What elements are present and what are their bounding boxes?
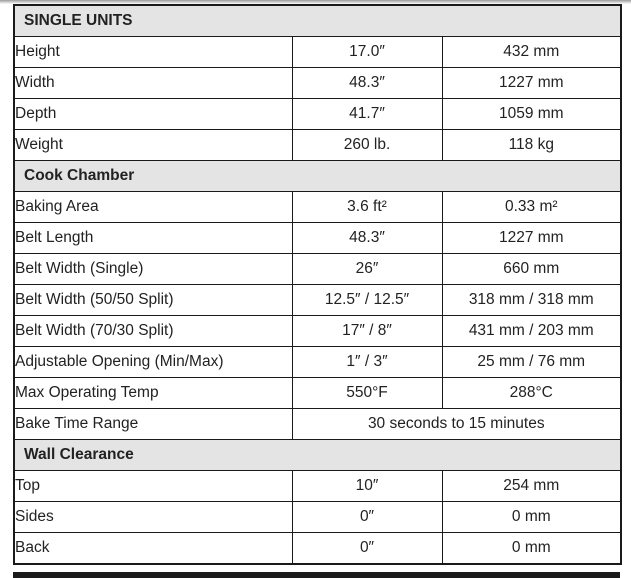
metric-value: 1227 mm [442, 223, 621, 254]
metric-value: 660 mm [442, 254, 621, 285]
section-header-cook-chamber [14, 161, 621, 192]
metric-value: 1059 mm [442, 99, 621, 130]
row-label: Adjustable Opening (Min/Max) [14, 347, 292, 378]
table-row [14, 409, 621, 440]
metric-value: 432 mm [442, 37, 621, 68]
table-row [14, 502, 621, 533]
section-header-wall-clearance [14, 440, 621, 471]
section-header-single-units [14, 5, 621, 37]
specifications-table [13, 4, 622, 565]
row-label: Bake Time Range [14, 409, 292, 440]
imperial-value: 0″ [292, 533, 442, 565]
imperial-value: 26″ [292, 254, 442, 285]
table-row [14, 192, 621, 223]
imperial-value: 41.7″ [292, 99, 442, 130]
imperial-value: 550°F [292, 378, 442, 409]
metric-value: 254 mm [442, 471, 621, 502]
imperial-value: 17.0″ [292, 37, 442, 68]
row-label: Depth [14, 99, 292, 130]
section-title: Cook Chamber [14, 161, 621, 192]
table-row [14, 223, 621, 254]
table-row [14, 37, 621, 68]
metric-value: 25 mm / 76 mm [442, 347, 621, 378]
table-row [14, 254, 621, 285]
section-title: SINGLE UNITS [14, 5, 621, 37]
metric-value: 431 mm / 203 mm [442, 316, 621, 347]
row-label: Back [14, 533, 292, 565]
row-label: Weight [14, 130, 292, 161]
metric-value: 288°C [442, 378, 621, 409]
imperial-value: 10″ [292, 471, 442, 502]
row-label: Sides [14, 502, 292, 533]
table-row [14, 99, 621, 130]
imperial-value: 12.5″ / 12.5″ [292, 285, 442, 316]
table-row [14, 285, 621, 316]
row-label: Top [14, 471, 292, 502]
row-label: Max Operating Temp [14, 378, 292, 409]
row-label: Width [14, 68, 292, 99]
row-label: Belt Length [14, 223, 292, 254]
table-row [14, 533, 621, 565]
row-label: Belt Width (70/30 Split) [14, 316, 292, 347]
combined-value: 30 seconds to 15 minutes [292, 409, 621, 440]
imperial-value: 260 lb. [292, 130, 442, 161]
metric-value: 118 kg [442, 130, 621, 161]
imperial-value: 48.3″ [292, 223, 442, 254]
metric-value: 1227 mm [442, 68, 621, 99]
metric-value: 0.33 m² [442, 192, 621, 223]
imperial-value: 17″ / 8″ [292, 316, 442, 347]
row-label: Belt Width (Single) [14, 254, 292, 285]
table-row [14, 68, 621, 99]
imperial-value: 0″ [292, 502, 442, 533]
row-label: Height [14, 37, 292, 68]
table-row [14, 347, 621, 378]
imperial-value: 3.6 ft² [292, 192, 442, 223]
metric-value: 318 mm / 318 mm [442, 285, 621, 316]
row-label: Belt Width (50/50 Split) [14, 285, 292, 316]
bottom-border-bar [13, 572, 620, 578]
table-row [14, 471, 621, 502]
imperial-value: 1″ / 3″ [292, 347, 442, 378]
section-title: Wall Clearance [14, 440, 621, 471]
row-label: Baking Area [14, 192, 292, 223]
table-row [14, 130, 621, 161]
metric-value: 0 mm [442, 502, 621, 533]
imperial-value: 48.3″ [292, 68, 442, 99]
metric-value: 0 mm [442, 533, 621, 565]
table-row [14, 316, 621, 347]
table-row [14, 378, 621, 409]
